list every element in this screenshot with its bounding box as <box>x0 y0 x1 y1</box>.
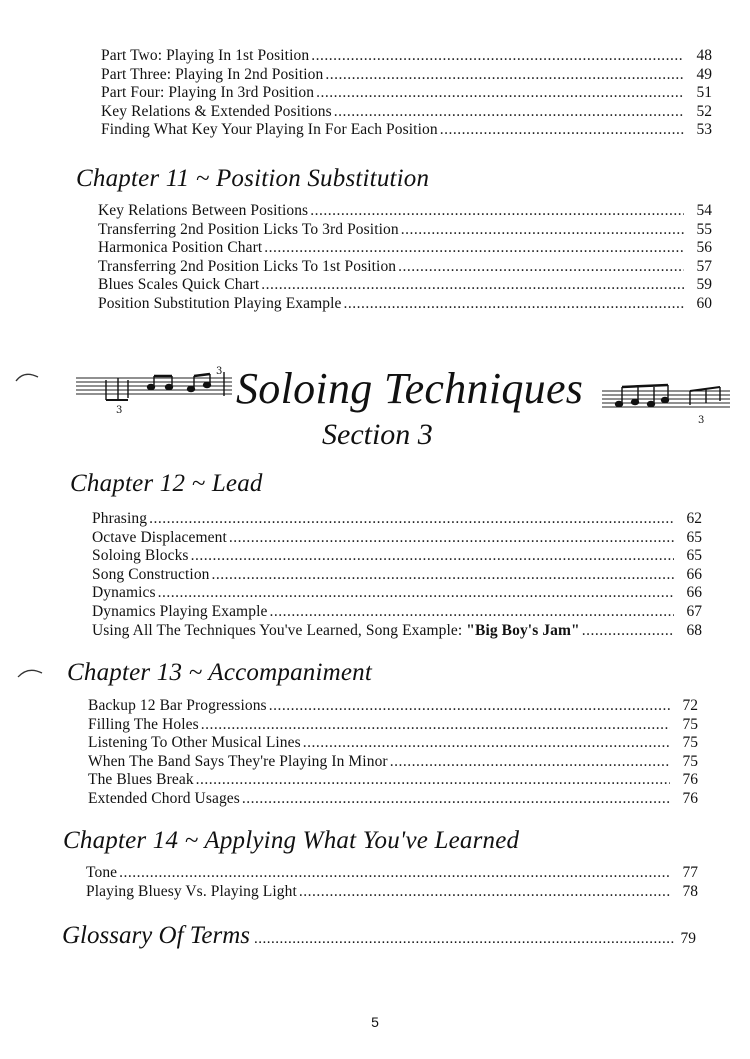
toc-entry-page: 75 <box>682 734 698 752</box>
page-number: 5 <box>371 1014 379 1030</box>
toc-entry-label: Transferring 2nd Position Licks To 1st Position <box>98 257 397 275</box>
toc-entry-label: Dynamics <box>92 584 156 602</box>
leader-dots <box>212 566 674 585</box>
leader-dots <box>269 603 674 622</box>
leader-dots <box>398 258 684 277</box>
section-title[interactable]: Soloing Techniques <box>236 364 584 413</box>
toc-entry[interactable] <box>98 221 712 240</box>
toc-entry[interactable] <box>92 529 702 548</box>
toc-entry-label: Tone <box>86 864 118 881</box>
chapter-11-entries <box>98 202 712 314</box>
toc-entry[interactable] <box>88 697 698 716</box>
leader-dots <box>344 295 684 314</box>
chapter-11-title[interactable]: Chapter 11 ~ Position Substitution <box>76 165 430 192</box>
toc-entry-label: Song Construction <box>92 565 210 583</box>
toc-entry-page: 55 <box>696 220 712 238</box>
triplet-mark: 3 <box>216 366 223 377</box>
toc-entry[interactable] <box>98 295 712 314</box>
triplet-mark: 3 <box>698 415 705 426</box>
leader-dots <box>264 239 684 258</box>
toc-entry-page: 52 <box>696 102 712 120</box>
toc-entry-label: Harmonica Position Chart <box>98 239 263 257</box>
toc-entry-label: Filling The Holes <box>88 715 199 733</box>
toc-entry-page: 57 <box>696 257 712 275</box>
toc-entry-page: 65 <box>686 528 702 546</box>
toc-entry-page: 54 <box>696 202 712 219</box>
toc-entry[interactable] <box>92 566 702 585</box>
toc-entry[interactable] <box>92 510 702 529</box>
leader-dots <box>229 529 674 548</box>
toc-entry[interactable] <box>88 753 698 772</box>
glossary-page: 79 <box>680 930 696 947</box>
section-subtitle: Section 3 <box>322 418 433 451</box>
toc-entry-page: 75 <box>682 715 698 733</box>
toc-entry-label: Transferring 2nd Position Licks To 3rd Position <box>98 220 399 238</box>
leader-dots <box>401 221 684 240</box>
toc-entry-label: Backup 12 Bar Progressions <box>88 697 267 714</box>
leader-dots <box>191 547 674 566</box>
toc-entry-label: Soloing Blocks <box>92 547 189 565</box>
toc-entry-label: Phrasing <box>92 510 148 527</box>
leader-dots <box>334 103 684 122</box>
toc-entry-label: Key Relations & Extended Positions <box>101 102 332 120</box>
glossary-entry[interactable] <box>62 922 696 950</box>
leader-dots <box>316 84 684 103</box>
toc-top-entries <box>101 47 712 140</box>
chapter-14-title[interactable]: Chapter 14 ~ Applying What You've Learned <box>63 827 520 854</box>
toc-entry[interactable] <box>101 66 712 85</box>
toc-entry-page: 67 <box>686 602 702 620</box>
toc-entry-label: Part Two: Playing In 1st Position <box>101 47 310 64</box>
toc-entry[interactable] <box>88 716 698 735</box>
toc-entry-label-prefix: Using All The Techniques You've Learned, Song Example: <box>92 621 467 639</box>
toc-entry[interactable] <box>88 771 698 790</box>
toc-entry-page: 72 <box>682 697 698 714</box>
toc-entry-label: Key Relations Between Positions <box>98 202 309 219</box>
leader-dots <box>299 883 670 902</box>
song-title: "Big Boy's Jam" <box>466 621 580 639</box>
toc-entry[interactable] <box>98 202 712 221</box>
toc-entry-page: 53 <box>696 121 712 139</box>
chapter-12-entries <box>92 510 702 640</box>
toc-entry-page: 78 <box>682 882 698 900</box>
toc-entry-page: 56 <box>696 239 712 257</box>
toc-entry-page: 76 <box>682 771 698 789</box>
toc-entry[interactable] <box>98 276 712 295</box>
toc-entry-page: 48 <box>696 47 712 64</box>
chapter-14-entries <box>86 864 698 901</box>
toc-entry[interactable] <box>92 584 702 603</box>
toc-entry-label: Part Three: Playing In 2nd Position <box>101 65 324 83</box>
toc-entry-page: 60 <box>696 294 712 312</box>
leader-dots <box>440 121 684 140</box>
toc-entry-page: 66 <box>686 584 702 602</box>
leader-dots <box>303 734 670 753</box>
toc-entry[interactable] <box>88 790 698 809</box>
toc-entry-label: When The Band Says They're Playing In Minor <box>88 752 388 770</box>
toc-entry[interactable] <box>98 258 712 277</box>
toc-entry[interactable] <box>92 547 702 566</box>
toc-entry-page: 68 <box>686 621 702 639</box>
toc-entry-label: Playing Bluesy Vs. Playing Light <box>86 882 297 900</box>
toc-entry-page: 49 <box>696 65 712 83</box>
toc-entry-label <box>92 622 580 641</box>
toc-entry-page: 75 <box>682 752 698 770</box>
toc-entry-page: 76 <box>682 789 698 807</box>
toc-entry-label: Finding What Key Your Playing In For Each Position <box>101 121 438 139</box>
music-notes-right-icon <box>602 381 732 427</box>
toc-entry-label: Octave Displacement <box>92 528 227 546</box>
leader-dots <box>582 622 674 641</box>
leader-dots <box>242 790 670 809</box>
toc-entry[interactable] <box>101 103 712 122</box>
toc-entry[interactable] <box>92 603 702 622</box>
leader-dots <box>201 716 670 735</box>
toc-entry[interactable] <box>86 864 698 883</box>
toc-entry-label: Part Four: Playing In 3rd Position <box>101 84 315 102</box>
toc-entry[interactable] <box>101 121 712 140</box>
toc-entry[interactable] <box>101 84 712 103</box>
leader-dots <box>325 66 684 85</box>
leader-dots <box>310 202 684 221</box>
chapter-12-title[interactable]: Chapter 12 ~ Lead <box>70 470 263 497</box>
glossary-title: Glossary Of Terms <box>62 922 251 949</box>
chapter-13-title[interactable]: Chapter 13 ~ Accompaniment <box>67 659 373 686</box>
triplet-mark: 3 <box>116 405 123 416</box>
toc-entry-page: 77 <box>682 864 698 881</box>
leader-dots <box>390 753 670 772</box>
toc-entry[interactable] <box>98 239 712 258</box>
music-notes-left-icon <box>76 366 234 416</box>
leader-dots <box>269 697 670 716</box>
leader-dots <box>311 47 684 66</box>
leader-dots <box>119 864 670 883</box>
toc-entry-page: 51 <box>696 84 712 102</box>
toc-entry-label: Dynamics Playing Example <box>92 602 268 620</box>
toc-entry-label: Extended Chord Usages <box>88 789 240 807</box>
toc-entry-label: The Blues Break <box>88 771 194 789</box>
toc-entry[interactable] <box>86 883 698 902</box>
toc-entry-page: 66 <box>686 565 702 583</box>
toc-entry-label: Listening To Other Musical Lines <box>88 734 301 752</box>
leader-dots <box>158 584 674 603</box>
toc-entry[interactable] <box>92 622 702 641</box>
toc-entry-label: Position Substitution Playing Example <box>98 294 342 312</box>
toc-entry-page: 65 <box>686 547 702 565</box>
toc-entry[interactable] <box>88 734 698 753</box>
leader-dots <box>149 510 674 529</box>
scan-mark <box>14 368 40 384</box>
toc-entry-page: 62 <box>686 510 702 527</box>
toc-entry-label: Blues Scales Quick Chart <box>98 276 260 294</box>
toc-entry-page: 59 <box>696 276 712 294</box>
leader-dots <box>196 771 670 790</box>
toc-entry[interactable] <box>101 47 712 66</box>
scan-mark <box>16 664 44 680</box>
chapter-13-entries <box>88 697 698 809</box>
leader-dots <box>261 276 684 295</box>
leader-dots <box>254 931 674 948</box>
